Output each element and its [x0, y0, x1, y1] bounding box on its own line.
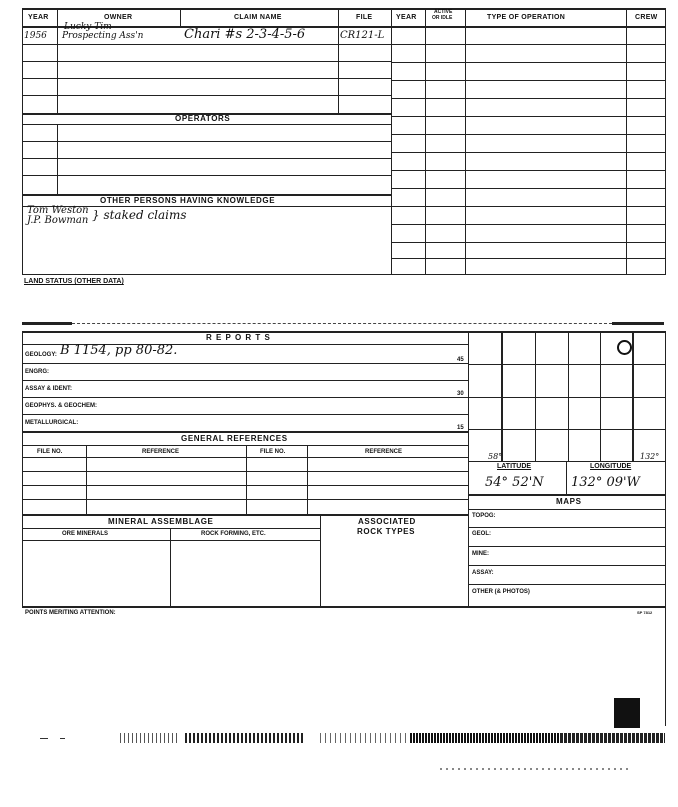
col-active-header-2: OR IDLE	[432, 15, 453, 21]
maps-other-label: OTHER (& PHOTOS)	[472, 589, 530, 595]
row1-year: 1956	[24, 31, 47, 41]
other-person-2: J.P. Bowman	[27, 215, 89, 226]
location-marker-icon	[617, 340, 632, 355]
maps-topog-label: TOPOG:	[472, 513, 496, 519]
associated-label-2: ROCK TYPES	[357, 527, 416, 536]
report-metallurgical-label: METALLURGICAL:	[25, 420, 79, 426]
row1-file: CR121-L	[340, 30, 385, 41]
col-year2-header: YEAR	[396, 14, 417, 21]
grid-lon-tick: 132°	[640, 452, 660, 461]
land-status-label: LAND STATUS (OTHER DATA)	[24, 278, 124, 285]
operators-title: OPERATORS	[175, 114, 231, 123]
longitude-label: LONGITUDE	[590, 463, 632, 470]
latitude-value: 54° 52'N	[485, 475, 544, 490]
maps-mine-label: MINE:	[472, 551, 489, 557]
col-year-header: YEAR	[28, 14, 49, 21]
col-active-header-1: ACTIVE	[434, 9, 453, 15]
maps-title: MAPS	[556, 497, 582, 506]
grid-lat-tick: 58°	[488, 452, 503, 461]
report-num-15: 15	[457, 425, 464, 431]
col-crew-header: CREW	[635, 14, 658, 21]
rock-forming-header: ROCK FORMING, ETC.	[201, 531, 266, 537]
registration-mark	[614, 698, 640, 728]
maps-geol-label: GEOL:	[472, 531, 491, 537]
report-num-30: 30	[457, 391, 464, 397]
row1-claim-name: Chari #s 2-3-4-5-6	[184, 27, 306, 42]
genref-reference-header: REFERENCE	[142, 449, 180, 455]
col-claim-name-header: CLAIM NAME	[234, 14, 282, 21]
other-persons-note: } staked claims	[92, 208, 187, 222]
report-geology-value: B 1154, pp 80-82.	[60, 343, 178, 358]
col-owner-header: OWNER	[104, 14, 133, 21]
points-meriting-attention-label: POINTS MERITING ATTENTION:	[25, 610, 116, 616]
maps-assay-label: ASSAY:	[472, 570, 494, 576]
col-file-header: FILE	[356, 14, 373, 21]
row1-owner-line1: Lucky Tim	[64, 22, 112, 32]
report-engrg-label: ENGRG:	[25, 369, 49, 375]
genref-file-no-header: FILE NO.	[37, 449, 63, 455]
col-type-of-operation-header: TYPE OF OPERATION	[487, 14, 566, 21]
longitude-value: 132° 09'W	[571, 475, 640, 490]
other-person-1: Tom Weston	[27, 205, 89, 216]
reports-title: R E P O R T S	[206, 333, 271, 342]
other-persons-title: OTHER PERSONS HAVING KNOWLEDGE	[100, 196, 276, 205]
report-geophys-label: GEOPHYS. & GEOCHEM:	[25, 403, 98, 409]
general-references-title: GENERAL REFERENCES	[181, 434, 288, 443]
report-assay-label: ASSAY & IDENT:	[25, 386, 73, 392]
ore-minerals-header: ORE MINERALS	[62, 531, 109, 537]
genref-file-no2-header: FILE NO.	[260, 449, 286, 455]
associated-label-1: ASSOCIATED	[358, 517, 416, 526]
row1-owner-line2: Prospecting Ass'n	[62, 31, 144, 41]
genref-reference2-header: REFERENCE	[365, 449, 403, 455]
report-geology-label: GEOLOGY:	[25, 352, 57, 358]
form-code: SP 7812	[637, 610, 653, 615]
mineral-assemblage-title: MINERAL ASSEMBLAGE	[108, 517, 214, 526]
latitude-label: LATITUDE	[497, 463, 532, 470]
report-num-45: 45	[457, 357, 464, 363]
